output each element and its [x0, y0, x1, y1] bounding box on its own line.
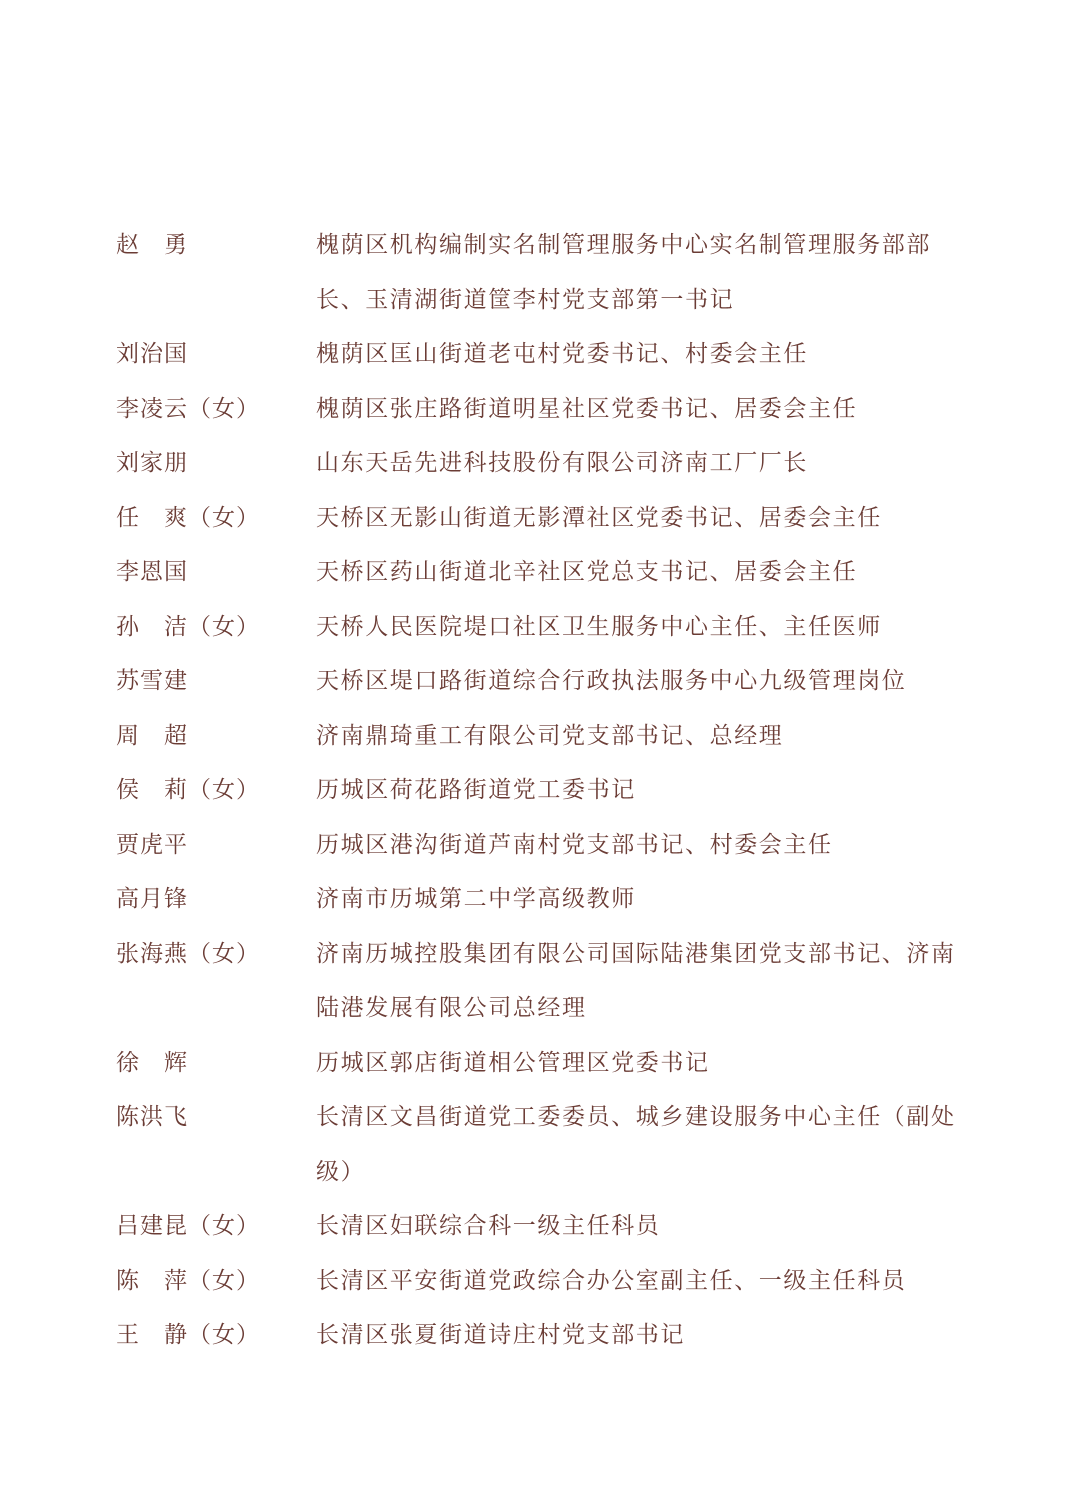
list-item [0, 327, 1080, 382]
list-item [0, 709, 1080, 764]
list-item [0, 491, 1080, 546]
person-position: 济南市历城第二中学高级教师 [316, 886, 636, 912]
person-name: 李凌云（女） [116, 395, 260, 422]
person-position: 槐荫区匡山街道老屯村党委书记、村委会主任 [316, 341, 808, 367]
list-item [0, 1036, 1080, 1091]
list-item [0, 1199, 1080, 1254]
list-item [0, 545, 1080, 600]
person-name: 陈洪飞 [116, 1104, 188, 1130]
person-name: 陈 萍（女） [116, 1267, 260, 1294]
list-item [0, 436, 1080, 491]
person-position: 槐荫区机构编制实名制管理服务中心实名制管理服务部部长、玉清湖街道筐李村党支部第一书记 [316, 232, 931, 313]
list-item [0, 1090, 1080, 1199]
person-position: 历城区郭店街道相公管理区党委书记 [316, 1049, 710, 1076]
person-name: 李恩国 [116, 559, 188, 585]
person-position: 长清区文昌街道党工委委员、城乡建设服务中心主任（副处级） [316, 1104, 956, 1185]
person-position: 天桥区药山街道北辛社区党总支书记、居委会主任 [316, 559, 858, 585]
list-item [0, 382, 1080, 437]
person-name: 刘家朋 [116, 450, 188, 476]
list-item [0, 927, 1080, 1036]
list-item [0, 872, 1080, 927]
person-position: 长清区张夏街道诗庄村党支部书记 [316, 1322, 685, 1348]
list-item [0, 600, 1080, 655]
person-position: 长清区妇联综合科一级主任科员 [316, 1213, 661, 1239]
list-item [0, 654, 1080, 709]
list-item [0, 763, 1080, 818]
person-name: 刘治国 [116, 341, 188, 367]
list-item [0, 1308, 1080, 1363]
person-name: 王 静（女） [116, 1322, 260, 1348]
person-position: 天桥人民医院堤口社区卫生服务中心主任、主任医师 [316, 613, 882, 640]
person-name: 贾虎平 [116, 831, 188, 858]
person-position: 槐荫区张庄路街道明星社区党委书记、居委会主任 [316, 395, 858, 422]
person-position: 天桥区无影山街道无影潭社区党委书记、居委会主任 [316, 504, 882, 531]
person-name: 赵 勇 [116, 232, 188, 258]
person-name: 侯 莉（女） [116, 777, 260, 803]
person-name: 周 超 [116, 722, 188, 749]
person-name: 张海燕（女） [116, 940, 260, 967]
honoree-list [0, 218, 1080, 1363]
list-item [0, 1254, 1080, 1309]
person-position: 历城区荷花路街道党工委书记 [316, 777, 636, 803]
person-position: 长清区平安街道党政综合办公室副主任、一级主任科员 [316, 1267, 907, 1294]
person-name: 孙 洁（女） [116, 613, 260, 640]
person-position: 济南鼎琦重工有限公司党支部书记、总经理 [316, 722, 784, 749]
list-item [0, 818, 1080, 873]
person-name: 徐 辉 [116, 1049, 188, 1076]
person-position: 济南历城控股集团有限公司国际陆港集团党支部书记、济南陆港发展有限公司总经理 [316, 940, 956, 1021]
person-name: 高月锋 [116, 886, 188, 912]
person-name: 吕建昆（女） [116, 1213, 260, 1239]
person-position: 历城区港沟街道芦南村党支部书记、村委会主任 [316, 831, 833, 858]
person-name: 任 爽（女） [116, 504, 260, 531]
person-position: 山东天岳先进科技股份有限公司济南工厂厂长 [316, 450, 808, 476]
person-name: 苏雪建 [116, 668, 188, 694]
person-position: 天桥区堤口路街道综合行政执法服务中心九级管理岗位 [316, 668, 907, 694]
list-item [0, 218, 1080, 327]
